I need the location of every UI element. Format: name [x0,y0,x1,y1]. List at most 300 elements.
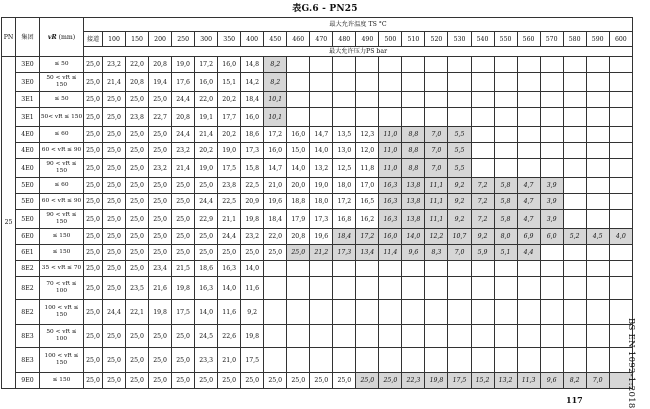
pressure-cell: 18,8 [287,194,310,210]
pressure-cell: 18,4 [333,229,356,245]
pressure-cell [287,300,310,325]
pressure-cell: 16,3 [379,178,402,194]
pressure-cell [402,57,425,73]
pressure-cell: 23,4 [149,261,172,277]
pressure-cell: 25,0 [264,373,287,389]
pressure-cell [517,348,540,373]
pressure-cell: 9,2 [448,210,471,229]
pressure-cell [356,92,379,108]
pressure-cell [356,300,379,325]
pressure-cell [586,159,609,178]
pressure-cell: 21,4 [172,159,195,178]
pressure-cell [586,300,609,325]
pressure-cell [333,57,356,73]
pressure-cell [563,300,586,325]
vr-range-cell: ≤ 60 [40,127,84,143]
pressure-cell: 7,2 [471,194,494,210]
pressure-cell [540,300,563,325]
pressure-cell: 9,2 [471,229,494,245]
pressure-cell [356,325,379,348]
temperature-column-header: 540 [471,32,494,47]
pressure-cell: 25,0 [84,210,103,229]
pressure-cell: 7,0 [448,245,471,261]
pressure-cell [563,277,586,300]
pressure-cell: 25,0 [84,325,103,348]
pressure-cell: 25,0 [264,245,287,261]
pressure-cell: 17,2 [195,57,218,73]
pressure-cell [563,143,586,159]
pressure-cell: 11,0 [379,159,402,178]
pressure-cell: 14,0 [241,261,264,277]
pressure-cell [356,108,379,127]
group-cell: 8E3 [16,348,40,373]
pressure-cell [563,261,586,277]
vr-unit: (mm) [58,33,76,41]
pressure-cell: 7,0 [586,373,609,389]
pressure-cell: 17,0 [356,178,379,194]
group-cell: 6E1 [16,245,40,261]
pressure-cell: 23,2 [103,57,126,73]
group-cell: 3E1 [16,92,40,108]
pressure-cell: 24,4 [218,229,241,245]
pressure-cell [448,300,471,325]
pressure-cell: 25,0 [84,277,103,300]
pressure-cell [425,277,448,300]
pressure-cell: 14,8 [241,57,264,73]
pressure-cell [540,143,563,159]
pressure-cell: 20,8 [172,108,195,127]
pressure-cell [310,348,333,373]
pressure-cell [310,325,333,348]
pressure-cell: 25,0 [149,178,172,194]
pressure-cell [402,108,425,127]
pressure-cell: 17,5 [172,300,195,325]
pressure-cell [471,159,494,178]
pressure-cell [540,92,563,108]
pressure-cell: 18,6 [195,261,218,277]
temperature-column-header: 520 [425,32,448,47]
pressure-cell: 16,5 [356,194,379,210]
pressure-cell [494,127,517,143]
pressure-cell: 13,2 [310,159,333,178]
pressure-cell: 21,1 [218,210,241,229]
pressure-cell: 25,0 [84,261,103,277]
temperature-column-header: 300 [195,32,218,47]
temperature-column-header: 600 [609,32,632,47]
group-cell: 4E0 [16,159,40,178]
pressure-cell: 25,0 [149,245,172,261]
pressure-cell: 21,4 [103,73,126,92]
pressure-cell: 25,0 [103,159,126,178]
pressure-cell [264,300,287,325]
pressure-cell: 25,0 [172,325,195,348]
pressure-cell [609,57,632,73]
pressure-cell: 15,2 [471,373,494,389]
temperature-column-header: 560 [517,32,540,47]
table-row [2,300,633,325]
pressure-cell: 25,0 [126,325,149,348]
pressure-cell: 25,0 [84,73,103,92]
pressure-cell: 21,0 [264,178,287,194]
pressure-cell [287,108,310,127]
pressure-cell [356,348,379,373]
group-cell: 8E2 [16,261,40,277]
pressure-cell [333,261,356,277]
table-row [2,348,633,373]
pressure-cell: 25,0 [172,178,195,194]
pressure-cell: 25,0 [126,210,149,229]
pressure-cell [333,108,356,127]
pressure-cell: 25,0 [195,178,218,194]
group-cell: 3E0 [16,73,40,92]
pressure-cell [540,57,563,73]
pressure-cell [471,108,494,127]
pressure-cell: 25,0 [241,245,264,261]
pressure-cell: 13,8 [402,210,425,229]
pressure-cell: 16,0 [218,57,241,73]
pressure-cell: 16,0 [287,127,310,143]
pressure-cell [471,277,494,300]
pressure-cell: 9,2 [241,300,264,325]
pressure-cell [425,261,448,277]
pressure-cell: 8,8 [402,159,425,178]
pressure-cell [517,277,540,300]
pressure-cell: 8,2 [264,57,287,73]
pressure-cell: 20,2 [195,143,218,159]
pressure-cell [471,143,494,159]
pressure-cell [264,277,287,300]
pressure-cell [517,261,540,277]
pressure-cell: 22,5 [218,194,241,210]
pressure-cell: 19,1 [195,108,218,127]
pressure-cell [586,143,609,159]
pressure-cell: 16,8 [333,210,356,229]
pressure-cell [471,57,494,73]
temperature-column-header: 350 [218,32,241,47]
pressure-cell: 13,8 [402,194,425,210]
pressure-cell: 23,3 [195,348,218,373]
pressure-cell [586,108,609,127]
pressure-cell: 17,6 [172,73,195,92]
pressure-cell [379,92,402,108]
temperature-column-header: 400 [241,32,264,47]
pressure-cell: 13,0 [333,143,356,159]
document-reference: BS EN 1092-1:2018 [626,318,636,409]
temperature-column-header: 100 [103,32,126,47]
pressure-cell [609,92,632,108]
pressure-cell: 25,0 [149,325,172,348]
pressure-cell: 19,8 [172,277,195,300]
pressure-cell [333,92,356,108]
pressure-cell: 17,3 [241,143,264,159]
pressure-cell: 17,7 [218,108,241,127]
pressure-cell: 21,2 [310,245,333,261]
pressure-cell: 10,7 [448,229,471,245]
pn-value: 25 [2,57,16,389]
pressure-cell [425,108,448,127]
pressure-cell: 16,3 [195,277,218,300]
temperature-column-header: 450 [264,32,287,47]
pressure-cell [563,92,586,108]
temperature-column-header: 550 [494,32,517,47]
pressure-cell [448,277,471,300]
pressure-cell: 21,6 [149,277,172,300]
pressure-cell: 14,0 [195,300,218,325]
group-cell: 3E0 [16,57,40,73]
pn-header: PN [2,18,16,57]
pressure-cell: 20,9 [241,194,264,210]
pressure-cell [563,348,586,373]
pressure-cell [471,261,494,277]
pressure-cell: 12,0 [356,143,379,159]
vr-range-cell: ≤ 60 [40,178,84,194]
pressure-cell: 25,0 [103,229,126,245]
pressure-cell: 22,6 [218,325,241,348]
pressure-cell [287,92,310,108]
pressure-cell [448,325,471,348]
pressure-cell: 3,9 [540,194,563,210]
pressure-cell: 5,8 [494,194,517,210]
pressure-cell: 24,4 [103,300,126,325]
pressure-cell: 18,0 [310,194,333,210]
pressure-cell: 18,0 [333,178,356,194]
table-row [2,373,633,389]
pressure-cell: 20,0 [287,178,310,194]
pressure-cell: 18,4 [264,210,287,229]
pressure-cell: 25,0 [84,57,103,73]
vr-range-cell: 70 < vR ≤ 100 [40,277,84,300]
pressure-cell [563,210,586,229]
pressure-cell: 8,2 [264,73,287,92]
table-row [2,108,633,127]
pressure-cell: 8,8 [402,143,425,159]
pressure-cell: 22,1 [126,300,149,325]
pressure-cell: 25,0 [126,194,149,210]
pressure-cell [402,73,425,92]
table-row [2,57,633,73]
pressure-cell [448,57,471,73]
pressure-cell: 25,0 [218,245,241,261]
pressure-cell [425,300,448,325]
pressure-cell: 25,0 [84,194,103,210]
pressure-cell: 18,6 [241,127,264,143]
pressure-cell: 25,0 [241,373,264,389]
pressure-cell: 11,1 [425,194,448,210]
group-cell: 5E0 [16,178,40,194]
pressure-cell [494,348,517,373]
pressure-cell [609,277,632,300]
pressure-cell: 22,9 [195,210,218,229]
vr-range-cell: 90 < vR ≤ 150 [40,159,84,178]
pressure-cell: 22,0 [264,229,287,245]
pressure-cell [517,57,540,73]
pressure-cell [540,245,563,261]
pressure-cell [310,261,333,277]
pressure-cell: 25,0 [287,245,310,261]
pressure-cell: 9,6 [402,245,425,261]
pressure-cell: 9,2 [448,194,471,210]
pressure-cell [471,325,494,348]
pressure-cell [586,73,609,92]
pressure-cell [402,348,425,373]
pressure-cell: 25,0 [126,159,149,178]
pressure-cell: 25,0 [149,210,172,229]
pressure-cell: 22,3 [402,373,425,389]
table-row [2,261,633,277]
pressure-cell: 6,9 [517,229,540,245]
pressure-cell [379,261,402,277]
vr-range-cell: ≤ 150 [40,229,84,245]
pressure-cell: 25,0 [84,373,103,389]
pressure-cell: 7,0 [425,143,448,159]
pressure-cell [517,300,540,325]
pressure-cell [471,127,494,143]
pressure-cell [586,127,609,143]
temperature-column-header: 580 [563,32,586,47]
pressure-cell [379,277,402,300]
pressure-cell [310,73,333,92]
pressure-cell: 10,1 [264,108,287,127]
pressure-cell: 25,0 [195,229,218,245]
pressure-cell: 9,2 [448,178,471,194]
pressure-cell: 20,2 [218,92,241,108]
pressure-cell: 25,0 [84,108,103,127]
pressure-cell: 17,5 [218,159,241,178]
pressure-cell: 25,0 [84,127,103,143]
pressure-cell [471,300,494,325]
pressure-cell [586,348,609,373]
pressure-cell: 24,4 [172,92,195,108]
vr-range-cell: 50 < vR ≤ 150 [40,73,84,92]
temperature-column-header: 150 [126,32,149,47]
pressure-cell: 25,0 [126,245,149,261]
pressure-cell [448,261,471,277]
pressure-cell: 25,0 [103,348,126,373]
temperature-column-header: 590 [586,32,609,47]
pressure-cell [563,178,586,194]
pressure-cell: 14,2 [241,73,264,92]
pressure-cell [563,73,586,92]
pressure-cell: 8,8 [402,127,425,143]
pressure-cell [586,210,609,229]
pressure-cell: 25,0 [126,127,149,143]
pressure-cell: 20,8 [287,229,310,245]
pressure-cell [609,159,632,178]
pressure-cell: 20,2 [218,127,241,143]
pressure-cell [494,277,517,300]
pressure-cell: 17,9 [287,210,310,229]
pressure-cell [333,348,356,373]
table-row [2,229,633,245]
group-cell: 5E0 [16,210,40,229]
pressure-cell [540,159,563,178]
group-cell: 8E2 [16,300,40,325]
pressure-cell [379,325,402,348]
pressure-cell: 17,5 [241,348,264,373]
group-cell: 4E0 [16,127,40,143]
pressure-cell: 25,0 [126,143,149,159]
pressure-cell: 11,6 [218,300,241,325]
pressure-cell [402,300,425,325]
pressure-cell: 19,8 [149,300,172,325]
pressure-cell: 25,0 [103,245,126,261]
pressure-cell [310,277,333,300]
vr-range-cell: 90 < vR ≤ 150 [40,210,84,229]
pressure-cell: 23,2 [172,143,195,159]
pressure-cell [540,108,563,127]
table-row [2,92,633,108]
temperature-title: 最大允许温度 TS °C [84,18,633,32]
pressure-cell: 25,0 [356,373,379,389]
table-row [2,73,633,92]
pressure-cell: 25,0 [84,159,103,178]
pressure-cell [494,159,517,178]
pressure-cell [471,73,494,92]
pressure-cell: 11,4 [379,245,402,261]
pressure-cell: 25,0 [103,373,126,389]
pressure-cell [563,57,586,73]
pressure-cell [494,57,517,73]
pressure-cell: 7,0 [425,127,448,143]
pressure-cell [425,57,448,73]
pressure-cell: 25,0 [126,348,149,373]
temperature-column-header: 200 [149,32,172,47]
pressure-cell [517,73,540,92]
pressure-cell [425,348,448,373]
pressure-cell: 25,0 [149,127,172,143]
pressure-cell: 17,2 [356,229,379,245]
pressure-cell: 8,0 [494,229,517,245]
table-row [2,178,633,194]
temperature-column-header: 570 [540,32,563,47]
pressure-cell: 19,8 [425,373,448,389]
pressure-cell: 25,0 [126,373,149,389]
pressure-cell: 25,0 [103,143,126,159]
vr-range-cell: 35 < vR ≤ 70 [40,261,84,277]
table-row [2,143,633,159]
pressure-cell [448,73,471,92]
pressure-cell [379,57,402,73]
table-title: 表G.6 - PN25 [292,4,358,14]
pressure-cell: 5,8 [494,210,517,229]
pressure-cell: 23,8 [218,178,241,194]
pressure-cell: 25,0 [149,348,172,373]
temperature-column-header: 480 [333,32,356,47]
pressure-cell: 24,5 [195,325,218,348]
pressure-cell: 11,1 [425,210,448,229]
pressure-cell: 5,2 [563,229,586,245]
pressure-cell: 14,7 [264,159,287,178]
vr-range-cell: ≤ 50 [40,92,84,108]
temperature-column-header: 250 [172,32,195,47]
pressure-cell [471,92,494,108]
pressure-cell: 4,7 [517,178,540,194]
group-cell: 3E1 [16,108,40,127]
vr-header [40,18,84,57]
pressure-cell: 25,0 [149,143,172,159]
pressure-cell: 19,0 [310,178,333,194]
pressure-cell: 23,2 [149,159,172,178]
pressure-cell: 11,6 [241,277,264,300]
pressure-cell: 25,0 [103,92,126,108]
pressure-cell: 14,7 [310,127,333,143]
pressure-cell: 25,0 [172,229,195,245]
table-row [2,127,633,143]
pressure-cell: 4,5 [586,229,609,245]
pressure-cell: 25,0 [84,348,103,373]
vr-symbol: vR [47,33,57,41]
pressure-cell: 7,0 [425,159,448,178]
